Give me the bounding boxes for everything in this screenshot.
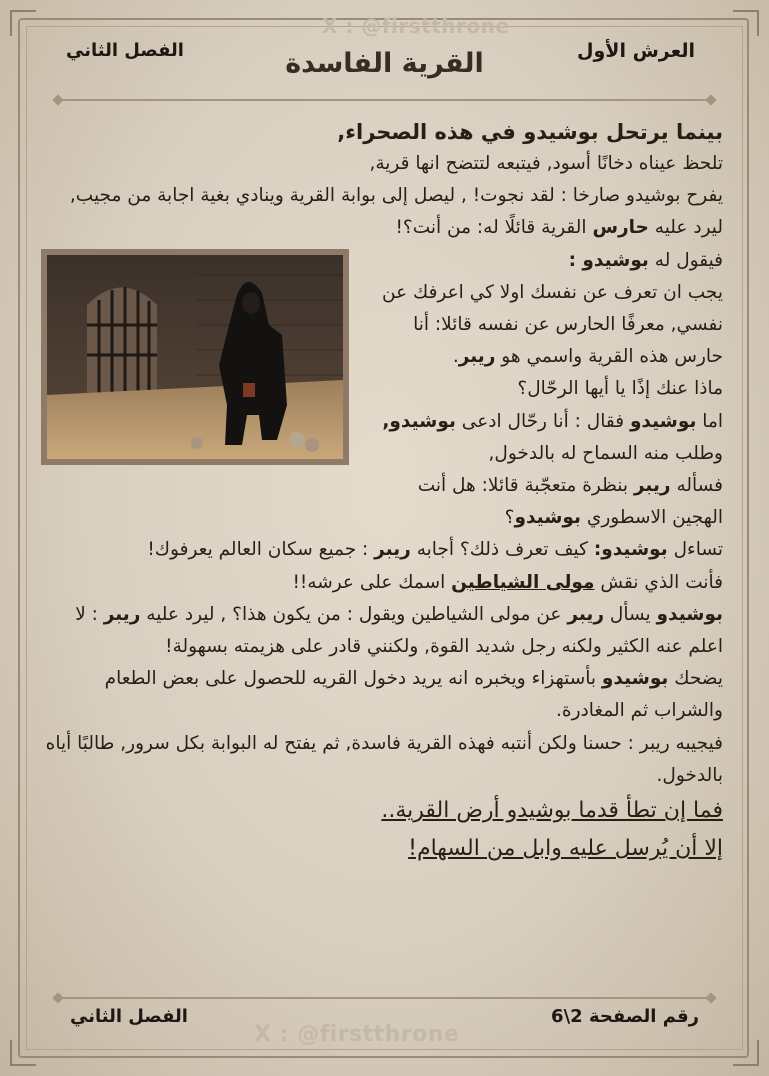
illustration-art — [47, 255, 343, 459]
story-paragraph: بوشيدو يسأل ريبر عن مولى الشياطين ويقول : من يكون هذا؟ , ليرد عليه ريبر : لا اعلم عنه الكثير ولكنه رجل شديد القوة, ولكنني قادر على هزيمته بسهولة! — [75, 603, 723, 658]
book-title-header: العرش الأول — [577, 40, 695, 62]
closing-line: إلا أن يُرسل عليه وابل من السهام! — [408, 836, 723, 862]
watermark-bottom: X : @firstthrone — [254, 1022, 460, 1047]
story-paragraph: فيجيبه ريبر : حسنا ولكن أنتبه فهذه القرية فاسدة, ثم يفتح له البوابة بكل سرور, طالبًا أياه بالدخول. — [45, 732, 723, 786]
hooded-warrior-image — [41, 249, 349, 465]
page-title: القرية الفاسدة — [285, 48, 484, 79]
top-divider — [58, 99, 711, 101]
chapter-label-footer: الفصل الثاني — [70, 1006, 188, 1027]
corner-ornament — [733, 1040, 759, 1066]
corner-ornament — [10, 1040, 36, 1066]
story-paragraph: تلحظ عيناه دخانًا أسود, فيتبعه لتتضح انها قرية, — [369, 153, 723, 174]
chapter-label-header: الفصل الثاني — [66, 40, 184, 61]
story-paragraph: يجب ان تعرف عن نفسك اولا كي اعرفك عن نفسي, معرفًا الحارس عن نفسه قائلا: أنا حارس هذه القرية واسمي هو ريبر. — [381, 281, 723, 368]
story-paragraph: يضحك بوشيدو بأستهزاء ويخبره انه يريد دخول القريه للحصول على بعض الطعام والشراب ثم المغادرة. — [104, 668, 723, 722]
bottom-divider — [58, 997, 711, 999]
story-paragraph: بينما يرتحل بوشيدو في هذه الصحراء, — [337, 120, 723, 144]
story-paragraph: يفرح بوشيدو صارخا : لقد نجوت! , ليصل إلى بوابة القرية وينادي بغية اجابة من مجيب, ليرد عليه حارس القرية قائلًا له: من أنت؟! — [69, 185, 723, 239]
closing-line: فما إن تطأ قدما بوشيدو أرض القرية.. — [381, 798, 723, 824]
story-paragraph: تساءل بوشيدو: كيف تعرف ذلك؟ أجابه ريبر : جميع سكان العالم يعرفوك! — [147, 539, 723, 561]
story-paragraph: فأنت الذي نقش مولى الشياطين اسمك على عرشه!! — [292, 571, 723, 593]
story-body — [41, 116, 723, 868]
story-paragraph: فسأله ريبر بنظرة متعجّبة قائلا: هل أنت الهجين الاسطوري بوشيدو؟ — [417, 475, 723, 529]
story-paragraph: ماذا عنك إذًا يا أيها الرحّال؟ — [517, 378, 723, 400]
story-illustration — [41, 249, 349, 465]
corner-ornament — [733, 10, 759, 36]
corner-ornament — [10, 10, 36, 36]
story-paragraph: فيقول له بوشيدو : — [568, 249, 723, 271]
page-number: رقم الصفحة 2\6 — [551, 1006, 699, 1027]
watermark-top: X : @firstthrone — [322, 14, 510, 38]
story-paragraph: اما بوشيدو فقال : أنا رحّال ادعى بوشيدو, وطلب منه السماح له بالدخول, — [382, 410, 723, 464]
